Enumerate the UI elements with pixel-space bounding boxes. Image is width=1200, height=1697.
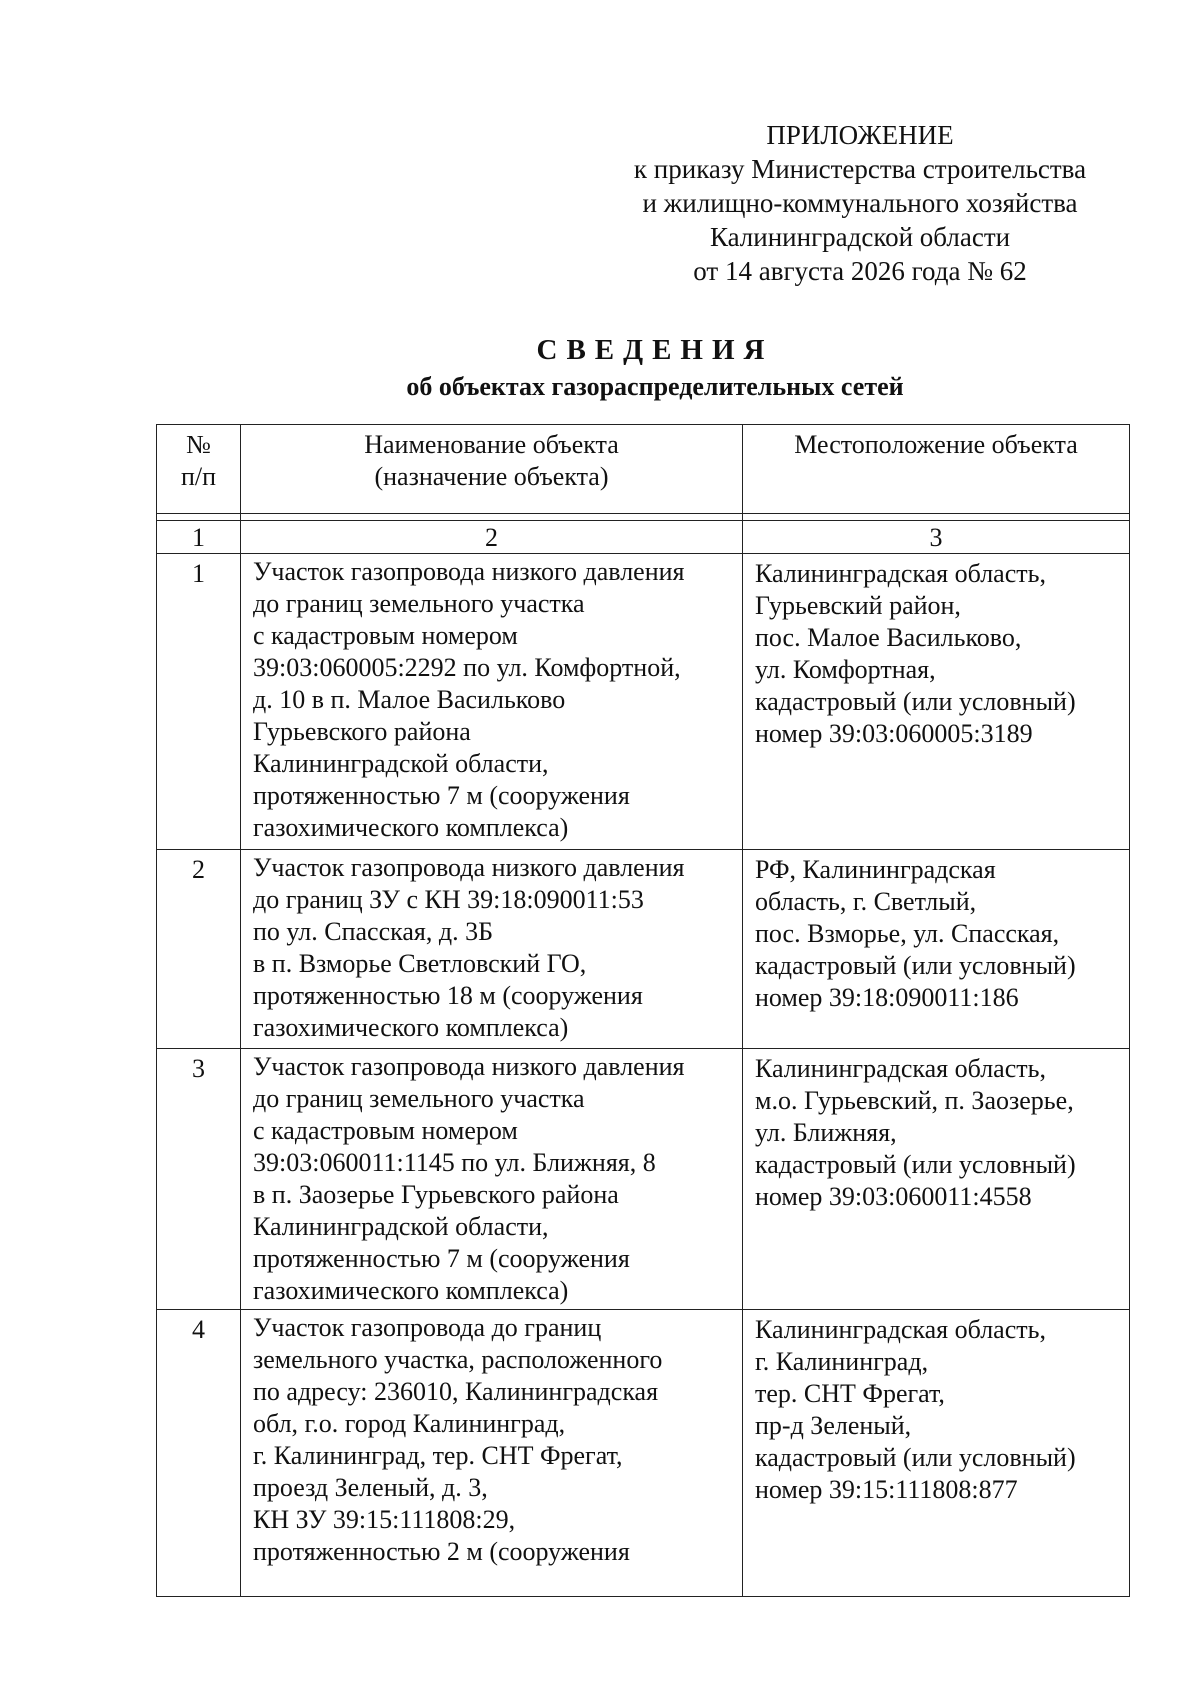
object-location-line: тер. СНТ Фрегат, xyxy=(755,1379,945,1408)
object-location-line: Калининградская область, xyxy=(755,1054,1046,1083)
object-name-line: обл, г.о. город Калининград, xyxy=(253,1409,566,1438)
object-location-line: область, г. Светлый, xyxy=(755,887,977,916)
object-location-line: номер 39:03:060005:3189 xyxy=(755,719,1033,748)
object-name-line: до границ земельного участка xyxy=(253,1084,585,1113)
appendix-line: от 14 августа 2026 года № 62 xyxy=(693,256,1027,286)
object-location-line: кадастровый (или условный) xyxy=(755,687,1076,716)
object-name-line: с кадастровым номером xyxy=(253,621,518,650)
appendix-line: Калининградской области xyxy=(709,222,1011,252)
object-location xyxy=(743,1049,1130,1310)
object-name xyxy=(241,554,743,850)
table-row xyxy=(157,850,1130,1049)
header-location-line: Местоположение объекта xyxy=(794,430,1078,459)
table-row xyxy=(157,1049,1130,1310)
object-name-line: до границ ЗУ с КН 39:18:090011:53 xyxy=(253,885,644,914)
table-spacer xyxy=(157,514,1130,521)
object-name-line: протяженностью 7 м (сооружения xyxy=(253,1244,630,1273)
appendix-line: к приказу Министерства строительства xyxy=(633,154,1087,184)
object-name xyxy=(241,1049,743,1310)
object-name-line: по адресу: 236010, Калининградская xyxy=(253,1377,659,1406)
object-name-line: в п. Заозерье Гурьевского района xyxy=(253,1180,619,1209)
object-name xyxy=(241,850,743,1049)
header-number xyxy=(157,425,241,514)
appendix-line: ПРИЛОЖЕНИЕ xyxy=(766,120,954,150)
object-name-line: Участок газопровода низкого давления xyxy=(253,557,685,586)
table-header-row xyxy=(157,425,1130,514)
row-number: 1 xyxy=(157,554,241,850)
object-name xyxy=(241,1310,743,1597)
header-location xyxy=(743,425,1130,514)
object-name-line: газохимического комплекса) xyxy=(253,813,569,842)
object-name-line: Участок газопровода до границ xyxy=(253,1313,602,1342)
row-number: 2 xyxy=(157,850,241,1049)
object-name-line: Гурьевского района xyxy=(253,717,471,746)
object-name-line: КН ЗУ 39:15:111808:29, xyxy=(253,1505,516,1534)
objects-table xyxy=(156,424,1130,1597)
header-number-line: п/п xyxy=(180,462,217,491)
header-name-line: Наименование объекта xyxy=(364,430,619,459)
object-name-line: г. Калининград, тер. СНТ Фрегат, xyxy=(253,1441,623,1470)
object-name-line: протяженностью 2 м (сооружения xyxy=(253,1537,630,1566)
object-location-line: кадастровый (или условный) xyxy=(755,951,1076,980)
object-location-line: кадастровый (или условный) xyxy=(755,1150,1076,1179)
object-location-line: кадастровый (или условный) xyxy=(755,1443,1076,1472)
object-name-line: по ул. Спасская, д. 3Б xyxy=(253,917,494,946)
title-subtitle: об объектах газораспределительных сетей xyxy=(406,372,904,401)
object-location-line: номер 39:03:060011:4558 xyxy=(755,1182,1032,1211)
object-location-line: пос. Взморье, ул. Спасская, xyxy=(755,919,1060,948)
column-number-row xyxy=(157,521,1130,554)
object-name-line: газохимического комплекса) xyxy=(253,1013,569,1042)
object-name-line: протяженностью 18 м (сооружения xyxy=(253,981,643,1010)
object-name-line: Участок газопровода низкого давления xyxy=(253,1052,685,1081)
object-name-line: 39:03:060011:1145 по ул. Ближняя, 8 xyxy=(253,1148,656,1177)
table-row xyxy=(157,1310,1130,1597)
object-name-line: проезд Зеленый, д. 3, xyxy=(253,1473,488,1502)
appendix-block xyxy=(600,118,1120,288)
header-name-line: (назначение объекта) xyxy=(374,462,609,491)
object-name-line: земельного участка, расположенного xyxy=(253,1345,663,1374)
object-location-line: ул. Комфортная, xyxy=(755,655,936,684)
object-location-line: номер 39:15:111808:877 xyxy=(755,1475,1018,1504)
object-name-clip xyxy=(253,1312,732,1582)
object-name-line: в п. Взморье Светловский ГО, xyxy=(253,949,587,978)
object-location-line: Калининградская область, xyxy=(755,559,1046,588)
title-main: СВЕДЕНИЯ xyxy=(536,334,774,366)
header-number-line: № xyxy=(186,430,211,459)
object-location-line: м.о. Гурьевский, п. Заозерье, xyxy=(755,1086,1074,1115)
table-row xyxy=(157,554,1130,850)
object-location-line: номер 39:18:090011:186 xyxy=(755,983,1019,1012)
header-name xyxy=(241,425,743,514)
document-title xyxy=(260,330,1050,404)
object-name-line: протяженностью 7 м (сооружения xyxy=(253,781,630,810)
object-name-line: Участок газопровода низкого давления xyxy=(253,853,685,882)
object-location-line: РФ, Калининградская xyxy=(755,855,996,884)
object-name-line: д. 10 в п. Малое Васильково xyxy=(253,685,566,714)
object-name-line: Калининградской области, xyxy=(253,1212,549,1241)
object-location-line: ул. Ближняя, xyxy=(755,1118,897,1147)
object-location xyxy=(743,1310,1130,1597)
column-number: 1 xyxy=(157,521,241,554)
object-name-line: до границ земельного участка xyxy=(253,589,585,618)
object-location-line: пр-д Зеленый, xyxy=(755,1411,912,1440)
object-name-line: Калининградской области, xyxy=(253,749,549,778)
object-location-line: пос. Малое Васильково, xyxy=(755,623,1022,652)
object-name-line: с кадастровым номером xyxy=(253,1116,518,1145)
object-location-line: г. Калининград, xyxy=(755,1347,929,1376)
object-location-line: Калининградская область, xyxy=(755,1315,1046,1344)
object-name-line: газохимического комплекса) xyxy=(253,1276,569,1305)
object-location-line: Гурьевский район, xyxy=(755,591,961,620)
row-number: 3 xyxy=(157,1049,241,1310)
column-number: 2 xyxy=(241,521,743,554)
object-location xyxy=(743,850,1130,1049)
object-location xyxy=(743,554,1130,850)
column-number: 3 xyxy=(743,521,1130,554)
object-name-line: 39:03:060005:2292 по ул. Комфортной, xyxy=(253,653,681,682)
appendix-line: и жилищно-коммунального хозяйства xyxy=(642,188,1078,218)
row-number: 4 xyxy=(157,1310,241,1597)
